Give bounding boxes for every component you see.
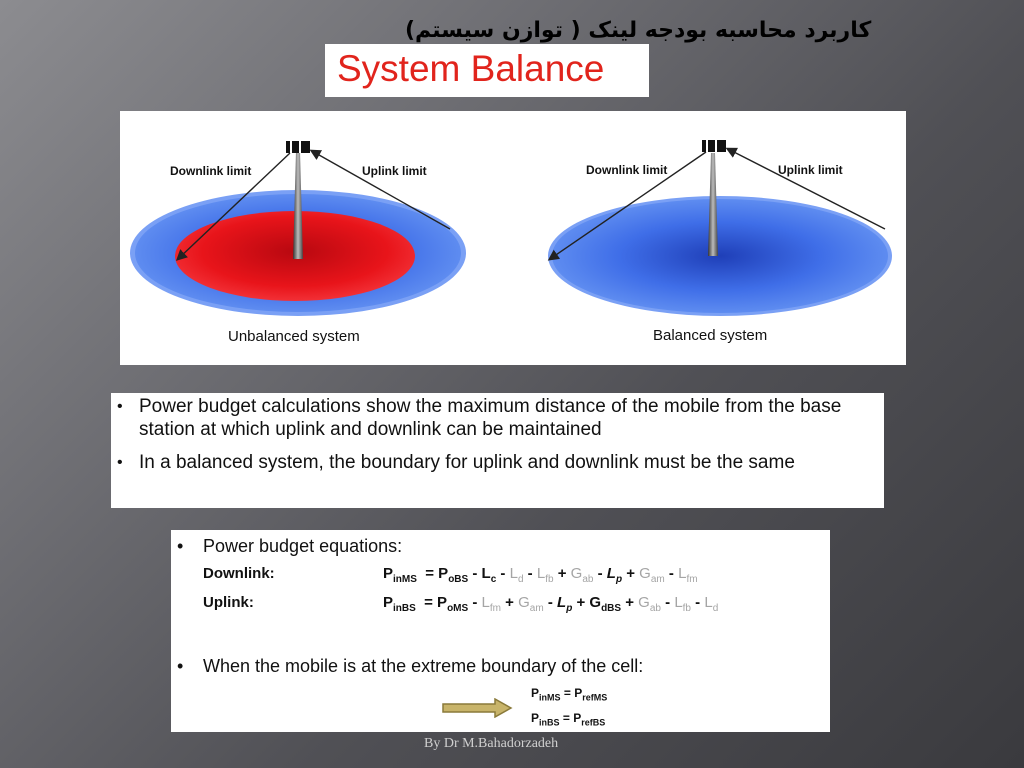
right-outer-cell-fill — [552, 199, 888, 313]
equations-intro-row: • Power budget equations: — [177, 536, 403, 556]
bullet-item: • In a balanced system, the boundary for uplink and downlink must be the same — [111, 451, 815, 474]
diagram-panel — [120, 111, 906, 365]
boundary-text: When the mobile is at the extreme boundary of the cell: — [203, 656, 644, 676]
left-uplink-label: Uplink limit — [362, 164, 427, 178]
boundary-equation-ms: $P_{inMS} = P_{refMS}$ — [531, 686, 608, 703]
right-uplink-label: Uplink limit — [778, 163, 843, 177]
left-downlink-label: Downlink limit — [170, 164, 252, 178]
right-antenna — [702, 140, 726, 152]
boundary-equation-bs: $P_{inBS} = P_{refBS}$ — [531, 711, 606, 728]
right-arrow-icon — [441, 698, 513, 723]
uplink-equation: $P_{inBS} = P_{oMS} - L_{fm} + G_{am} - L_p + G_{dBS} + G_{ab} - L_{fb} - L_d$ — [383, 594, 719, 614]
cell-diagram — [120, 111, 906, 365]
boundary-row: • When the mobile is at the extreme boundary of the cell: — [177, 656, 644, 676]
footer-author: By Dr M.Bahadorzadeh — [424, 736, 559, 751]
equations-intro: Power budget equations: — [203, 536, 403, 556]
right-downlink-label: Downlink limit — [586, 163, 668, 177]
right-caption: Balanced system — [653, 327, 768, 344]
left-tower — [293, 151, 303, 259]
right-tower — [708, 153, 718, 256]
downlink-equation: $P_{inMS} = P_{oBS} - L_c - L_d - L_{fb} + G_{ab} - L_p + G_{am} - L_{fm}$ — [383, 565, 698, 585]
downlink-label: Downlink: — [203, 565, 275, 582]
bullets-box — [111, 393, 884, 508]
bullet-item: • Power budget calculations show the maximum distance of the mobile from the base station at which uplink and downlink can be maintained — [111, 395, 884, 441]
heading-title: System Balance — [337, 48, 605, 89]
slide-title: کاربرد محاسبه بودجه لینک ( توازن سیستم) — [405, 18, 872, 43]
left-antenna — [286, 141, 310, 153]
heading-box — [325, 44, 649, 97]
left-caption: Unbalanced system — [228, 328, 360, 345]
uplink-label: Uplink: — [203, 594, 254, 611]
equations-box — [171, 530, 830, 732]
